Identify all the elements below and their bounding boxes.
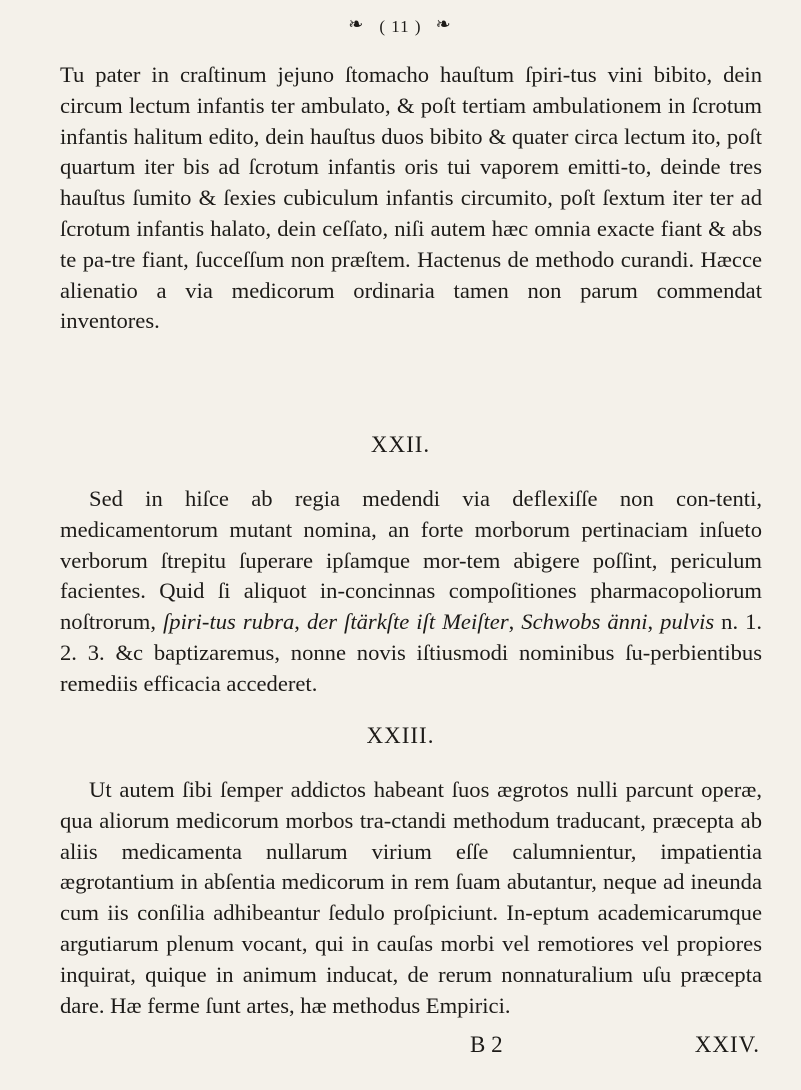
paragraph-2-text-a: Sed in hiſce ab regia medendi via deflexiſſe non con-tenti, medicamentorum mutant nomina, an forte morborum pertinaciam inſueto verborum ſtrepitu ſuperare ipſamque mor-tem abigere poſſint, periculum facientes. Quid ſi aliquot in-concinnas compoſitiones pharmacopoliorum noſtrorum, — [60, 486, 762, 635]
separator-3: , — [647, 609, 654, 635]
italic-term-der-starkste: der ſtärkſte iſt Meiſter — [306, 609, 509, 635]
paragraph-1: Tu pater in craſtinum jejuno ſtomacho hauſtum ſpiri-tus vini bibito, dein circum lectum infantis ter ambulato, & poſt tertiam ambulationem in ſcrotum infantis halitum edito, dein hauſtus duos bibito & quater circa lectum ito, poſt quartum iter bis ad ſcrotum infantis oris tui vaporem emitti-to, deinde tres hauſtus ſumito & ſexies cubiculum infantis circumito, poſt ſextum iter ter ad ſcrotum infantis halato, dein ceſſato, niſi autem hæc omnia exacte fiant & abs te pa-tre fiant, ſucceſſum non præſtem. Hactenus de methodo curandi. Hæcce alienatio a via medicorum ordinaria tamen non parum commendat inventores. — [60, 62, 762, 334]
section-heading-xxii: XXII. — [370, 432, 431, 457]
paragraph-3: Ut autem ſibi ſemper addictos habeant ſuos ægrotos nulli parcunt operæ, qua aliorum medicorum morbos tra-ctandi methodum traducant, præcepta ab aliis medicamenta nullarum virium eſſe calumnientur, impatientia ægrotantium in abſentia medicorum in rem ſuam abutantur, neque ad ineunda cum iis conſilia adhibeantur ſedulo proſpiciunt. In-eptum academicarumque argutiarum plenum vocant, qui in cauſas morbi vel remotiores vel propiores inquirat, quique in animum inducat, de rerum nonnaturalium uſu præcepta dare. Hæ ferme ſunt artes, hæ methodus Empirici. — [60, 777, 762, 1018]
section-heading-xxiii: XXIII. — [366, 723, 435, 748]
signature-mark: B 2 — [470, 1032, 503, 1057]
running-head — [0, 12, 801, 39]
separator-2: , — [508, 609, 515, 635]
italic-term-pulvis: pulvis — [660, 609, 715, 635]
italic-term-spiritus-rubra: ſpiri-tus rubra — [163, 609, 295, 635]
paragraph-2 — [60, 484, 762, 700]
paragraph-2-text-b: n. 1. 2. 3. &c baptizaremus, nonne novis iſtiusmodi nominibus ſu-perbientibus remediis efficacia accederet. — [60, 609, 763, 696]
ornament-left-icon: ❧ — [348, 14, 366, 34]
ornament-right-icon: ❧ — [435, 14, 453, 34]
separator-1: , — [294, 609, 300, 635]
catchword: XXIV. — [694, 1032, 760, 1057]
page-number: ( 11 ) — [379, 17, 422, 36]
italic-term-schwobs-anni: Schwobs änni — [521, 609, 648, 635]
